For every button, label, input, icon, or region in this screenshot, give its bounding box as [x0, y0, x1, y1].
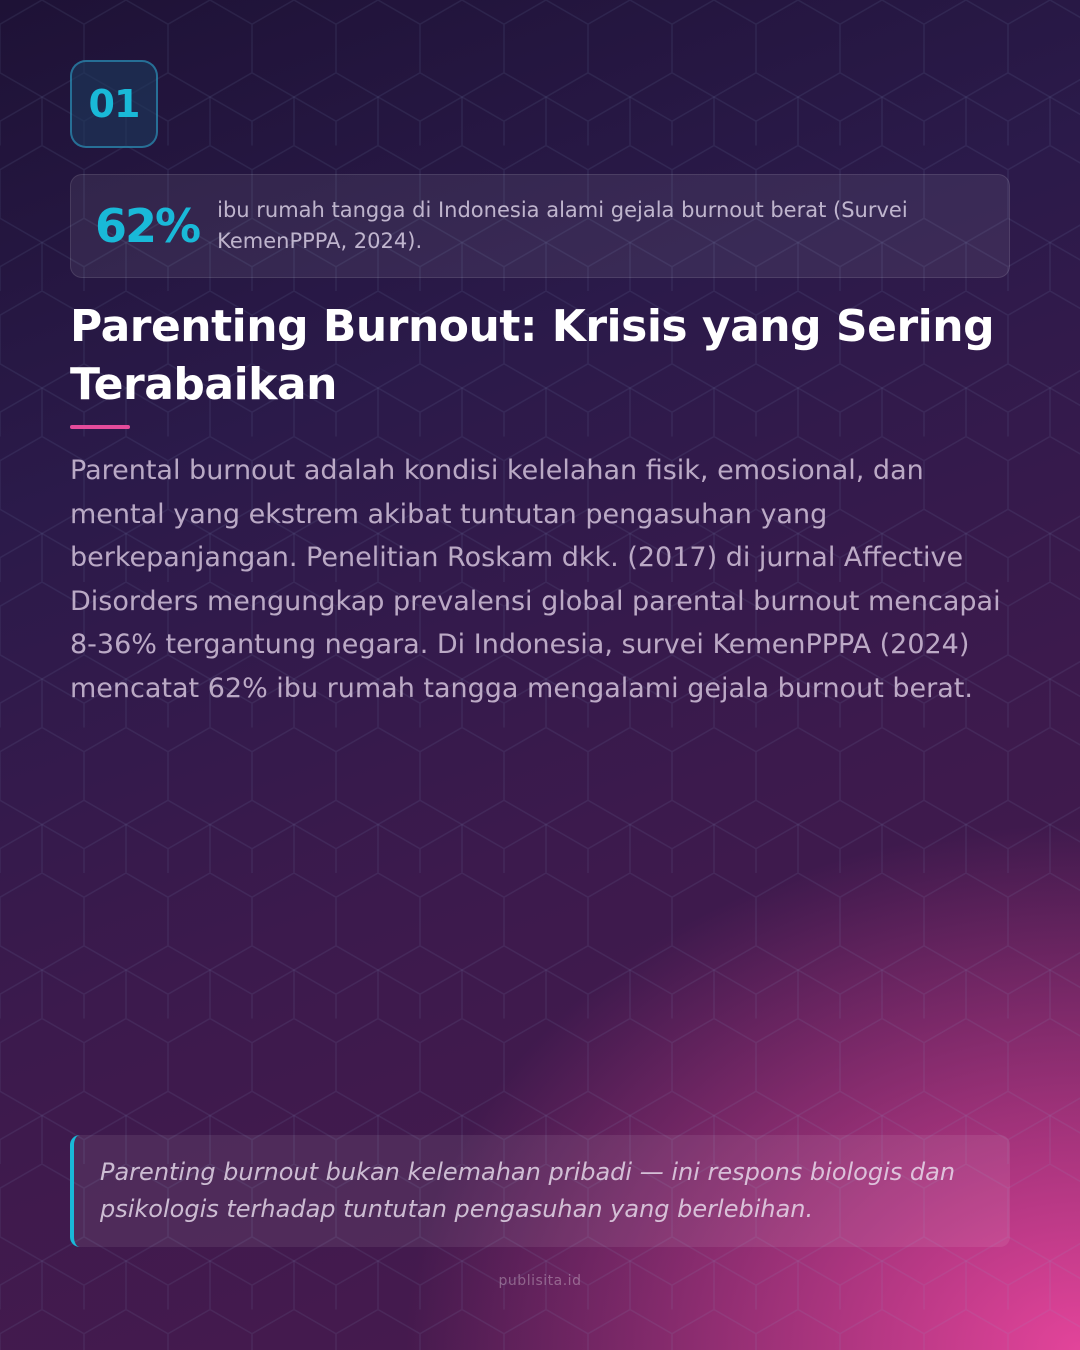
slide-title: Parenting Burnout: Krisis yang Sering Terabaikan — [70, 301, 995, 410]
quote-text: Parenting burnout bukan kelemahan pribadi — ini respons biologis dan psikologis terhadap tuntutan pengasuhan yang berlebihan. — [100, 1158, 956, 1223]
footer-brand: publisita.id — [498, 1273, 582, 1289]
stat-card — [70, 174, 1010, 278]
body-paragraph: Parental burnout adalah kondisi kelelahan fisik, emosional, dan mental yang ekstrem akibat tuntutan pengasuhan yang berkepanjangan. Penelitian Roskam dkk. (2017) di jurnal Affective Disorders mengungkap prevalensi global parental burnout mencapai 8-36% tergantung negara. Di Indonesia, survei KemenPPPA (2024) mencatat 62% ibu rumah tangga mengalami gejala burnout berat. — [70, 455, 1001, 704]
stat-description: ibu rumah tangga di Indonesia alami gejala burnout berat (Survei KemenPPPA, 2024). — [217, 198, 908, 253]
quote-callout — [70, 1135, 1010, 1247]
slide-number-badge: 01 — [70, 60, 158, 148]
title-underline-divider — [70, 425, 130, 429]
stat-value: 62% — [95, 199, 200, 253]
